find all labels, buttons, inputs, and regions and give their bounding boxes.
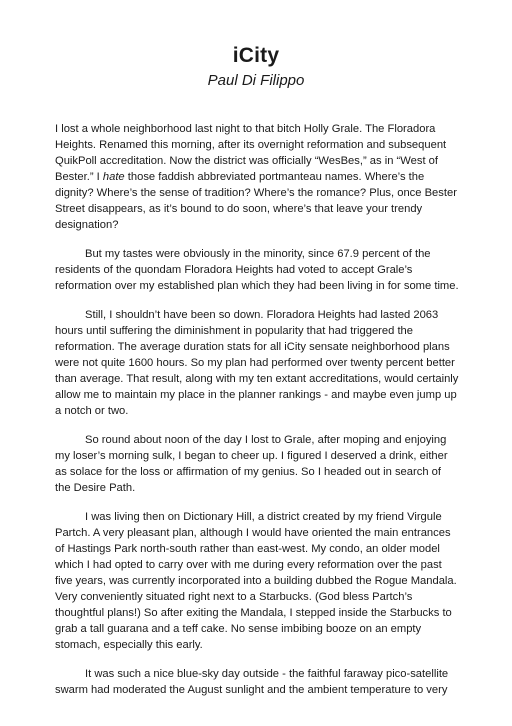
paragraph-5: I was living then on Dictionary Hill, a district created by my friend Virgule Partch. A very pleasant plan, although I would have oriented the main entrances of Hastings Park north-south rather than east-west. My condo, an older model which I had opted to carry over with me during every reformation over the past five years, was currently incorporated into a building dubbed the Rogue Mandala. Very conveniently situated right next to a Starbucks. (God bless Partch’s thoughtful plans!) So after exiting the Mandala, I stepped inside the Starbucks to grab a tall guarana and a teff cake. No sense imbibing booze on an empty stomach, especially this early.: [55, 511, 457, 651]
document-title: iCity: [232, 44, 280, 67]
paragraph-6: It was such a nice blue-sky day outside - the faithful faraway pico-satellite swarm had moderated the August sunlight and the ambient temperature to very: [55, 668, 449, 696]
paragraph-1-before: I lost a whole neighborhood last night to that bitch Holly Grale. The Floradora Heights. Renamed this morning, after its overnight reformation and subsequent QuikPoll accreditation. Now the district was officially “WesBes,” as in “West of Bester.” I: [55, 123, 447, 183]
author-byline: Paul Di Filippo: [207, 72, 305, 89]
story-body: [55, 121, 459, 711]
paragraph-3: Still, I shouldn’t have been so down. Floradora Heights had lasted 2063 hours until suffering the diminishment in popularity that had triggered the reformation. The average duration stats for all iCity sensate neighborhood plans were not quite 1600 hours. So my plan had performed over twenty percent better than average. That result, along with my ten extant accreditations, would certainly allow me to maintain my place in the planner rankings - and maybe even jump up a notch or two.: [55, 309, 459, 417]
paragraph-4: So round about noon of the day I lost to Grale, after moping and enjoying my loser’s morning sulk, I began to cheer up. I figured I deserved a drink, either as solace for the loss or affirmation of my genius. So I headed out in search of the Desire Path.: [55, 434, 448, 494]
paragraph-1-after: those faddish abbreviated portmanteau names. Where’s the dignity? Where’s the sense of tradition? Where’s the romance? Plus, once Bester Street disappears, as it’s bound to do soon, where’s that leave your trendy designation?: [55, 171, 457, 231]
paragraph-2: But my tastes were obviously in the minority, since 67.9 percent of the residents of the quondam Floradora Heights had voted to accept Grale’s reformation over my established plan which they had been living in for some time.: [55, 248, 459, 292]
paragraph-1-emphasis: hate: [102, 171, 125, 183]
paragraph-1: [55, 121, 459, 233]
